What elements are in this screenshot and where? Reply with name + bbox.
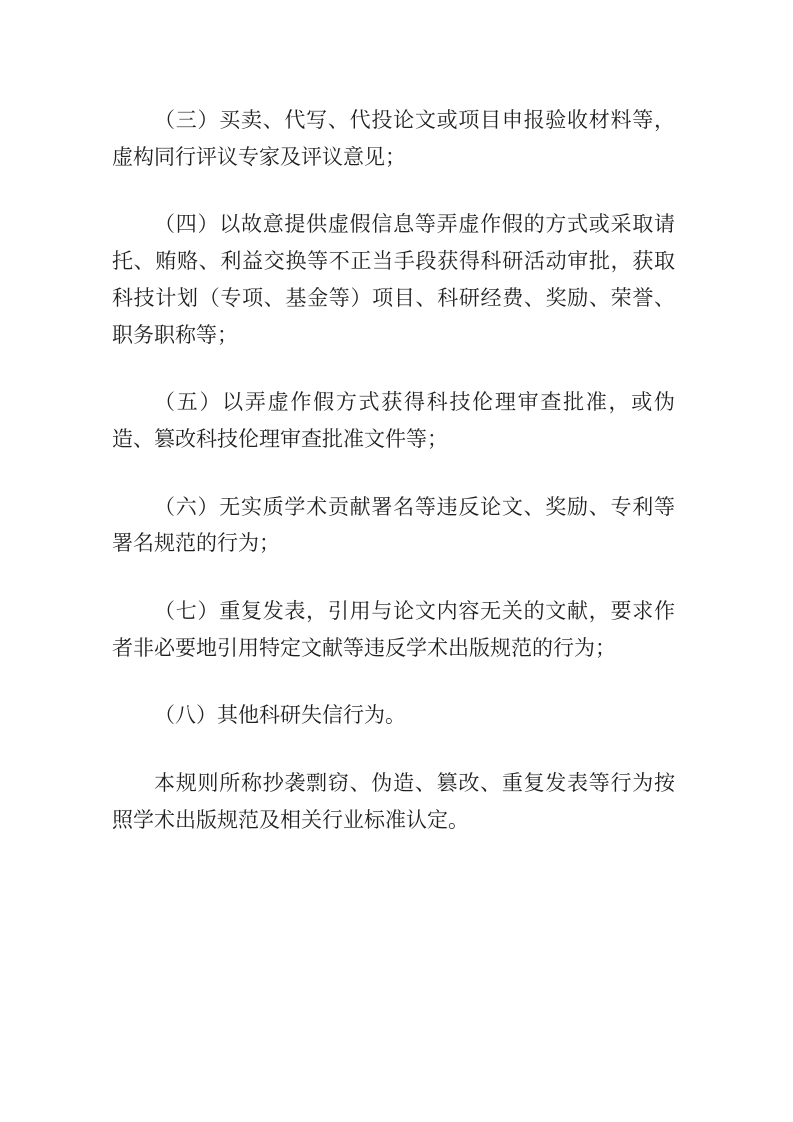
- clause-item-4: （四）以故意提供虚假信息等弄虚作假的方式或采取请托、贿赂、利益交换等不正当手段获得科研活动审批，获取科技计划（专项、基金等）项目、科研经费、奖励、荣誉、职务职称等；: [112, 212, 675, 347]
- clause-item-5: （五）以弄虚作假方式获得科技伦理审查批准，或伪造、篡改科技伦理审查批准文件等；: [112, 390, 675, 451]
- clause-item-3: （三）买卖、代写、代投论文或项目申报验收材料等，虚构同行评议专家及评议意见；: [112, 108, 675, 169]
- clause-item-6: （六）无实质学术贡献署名等违反论文、奖励、专利等署名规范的行为；: [112, 494, 675, 556]
- closing-statement: 本规则所称抄袭剽窃、伪造、篡改、重复发表等行为按照学术出版规范及相关行业标准认定。: [112, 771, 675, 832]
- clause-item-7: （七）重复发表，引用与论文内容无关的文献，要求作者非必要地引用特定文献等违反学术出版规范的行为；: [112, 599, 675, 660]
- clause-item-8: （八）其他科研失信行为。: [154, 703, 406, 728]
- document-body: [112, 102, 675, 870]
